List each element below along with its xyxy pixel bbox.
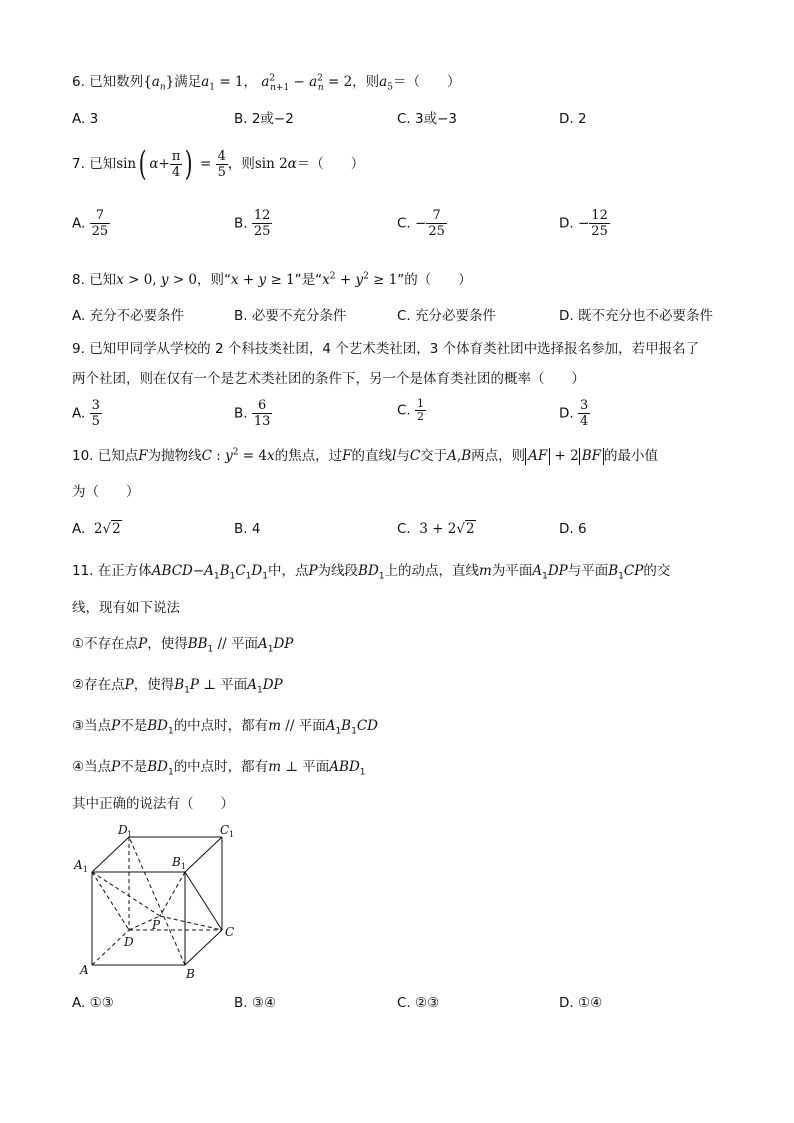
- statement-3: ③当点P不是$BD_1$的中点时，都有m // 平面$A_1B_1CD$: [72, 718, 378, 737]
- q9-option-d[interactable]: D. $\frac{3}{4}$: [559, 398, 589, 429]
- q6-target: $a_5$: [379, 74, 393, 93]
- q11-option-d[interactable]: D. ①④: [559, 995, 603, 1011]
- q7-text-pre: 已知: [89, 156, 117, 172]
- svg-text:C: C: [220, 823, 230, 837]
- q11-option-a[interactable]: A. ①③: [72, 995, 114, 1011]
- q8-q: $x^2 + y^2 \ge 1$: [322, 271, 398, 288]
- q10-option-c[interactable]: C. 3 + 2√2: [397, 521, 475, 537]
- q8-number: 8.: [72, 272, 85, 288]
- svg-text:1: 1: [229, 830, 235, 839]
- svg-text:B: B: [186, 967, 195, 981]
- svg-text:P: P: [152, 918, 161, 932]
- segment-a1-d: [92, 872, 129, 930]
- q8-cond: x > 0, y > 0: [116, 272, 198, 288]
- segment-p-c: [160, 916, 222, 930]
- q11-option-b[interactable]: B. ③④: [234, 995, 277, 1011]
- svg-text:1: 1: [127, 830, 133, 839]
- question-10-line-1: 10. 已知点F为抛物线C : $y^2 = 4x$的焦点，过F的直线l与C交于A,B两点，则 AF + 2 BF 的最小值: [72, 447, 659, 464]
- question-7: 7. 已知sin( α+ $\frac{\pi}{4}$ ) = $\frac{4}{5}$ ，则sin 2α＝（ ）: [72, 144, 365, 184]
- q7-sin: sin: [116, 156, 137, 172]
- q9-option-c[interactable]: C. $\frac{1}{2}$: [397, 397, 425, 423]
- question-9-line-2: 两个社团，则在仅有一个是艺术类社团的条件下，另一个是体育类社团的概率（ ）: [72, 371, 585, 387]
- q10-option-a[interactable]: A. 2√2: [72, 521, 121, 537]
- q8-option-c[interactable]: C. 充分必要条件: [397, 308, 497, 324]
- q6-option-a[interactable]: A. 3: [72, 111, 99, 127]
- svg-text:1: 1: [83, 865, 89, 874]
- q7-text-post: ，则: [227, 156, 255, 172]
- svg-text:A: A: [80, 963, 89, 977]
- q7-option-c[interactable]: C. − $\frac{7}{25}$: [397, 208, 445, 239]
- q7-option-d[interactable]: D. − $\frac{12}{25}$: [559, 208, 608, 239]
- statement-2: ②存在点P，使得$B_1P$ ⊥ 平面$A_1DP$: [72, 677, 283, 696]
- q7-target: sin 2α: [254, 156, 297, 172]
- question-10-line-2: 为（ ）: [72, 484, 140, 500]
- question-11-line-2: 线，现有如下说法: [72, 600, 180, 616]
- question-11-line-1: 11. 在正方体$ABCD-A_1B_1C_1D_1$中，点P为线段$BD_1$上的动点，直线m为平面$A_1DP$与平面$B_1CP$的交: [72, 563, 671, 582]
- edge-b1-c: [185, 872, 222, 930]
- segment-a1-p: [92, 872, 160, 916]
- q6-option-b[interactable]: B. 2或−2: [234, 111, 294, 127]
- svg-text:A: A: [74, 858, 83, 872]
- q8-p: x + y ≥ 1: [231, 272, 295, 288]
- q10-parabola: C : $y^2 = 4x$: [201, 447, 275, 464]
- svg-text:C: C: [225, 925, 235, 939]
- q7-rhs-fraction: $\frac{4}{5}$: [217, 148, 226, 180]
- statement-4: ④当点P不是$BD_1$的中点时，都有m ⊥ 平面$ABD_1$: [72, 759, 366, 778]
- q7-option-b[interactable]: B. $\frac{12}{25}$: [234, 208, 271, 239]
- cube-diagram: [72, 822, 252, 982]
- q6-text-post: ，则: [352, 74, 380, 90]
- q10-option-d[interactable]: D. 6: [559, 521, 587, 537]
- q9-option-b[interactable]: B. $\frac{6}{13}$: [234, 398, 271, 429]
- q6-text-mid1: 满足: [174, 74, 202, 90]
- q7-number: 7.: [72, 156, 85, 172]
- edge-b1-c1: [185, 837, 222, 872]
- q6-cond2: $a^2_{n+1} - a^2_n = 2$: [261, 73, 353, 93]
- q10-number: 10.: [72, 448, 94, 464]
- q6-text-tail: ＝（ ）: [392, 74, 461, 90]
- q8-option-a[interactable]: A. 充分不必要条件: [72, 308, 185, 324]
- q11-number: 11.: [72, 563, 94, 579]
- q6-seq: $\{a_n\}$: [143, 74, 175, 93]
- q10-option-b[interactable]: B. 4: [234, 521, 261, 537]
- q6-text-pre: 已知数列: [89, 74, 144, 90]
- q8-text-mid2: ”是“: [294, 272, 323, 288]
- q11-option-c[interactable]: C. ②③: [397, 995, 440, 1011]
- q7-pi-over-4: $\frac{\pi}{4}$: [171, 148, 181, 180]
- edge-b-c: [185, 930, 222, 965]
- segment-b1-p: [160, 872, 185, 916]
- q8-text-tail: ”的（ ）: [397, 272, 472, 288]
- q8-text-pre: 已知: [89, 272, 117, 288]
- q9-number: 9.: [72, 341, 85, 357]
- question-6: [72, 72, 460, 92]
- q8-option-b[interactable]: B. 必要不充分条件: [234, 308, 347, 324]
- q6-text-mid2: ，: [243, 74, 258, 90]
- svg-text:1: 1: [181, 862, 187, 871]
- statement-1: ①不存在点P，使得$BB_1$ // 平面$A_1DP$: [72, 636, 294, 655]
- svg-text:B: B: [172, 855, 181, 869]
- q8-option-d[interactable]: D. 既不充分也不必要条件: [559, 308, 713, 324]
- question-9-line-1: [72, 339, 699, 359]
- edge-a1-d1: [92, 837, 129, 872]
- q6-cond1: $a_1 = 1$: [201, 74, 244, 93]
- q10-expression: AF + 2 BF: [525, 448, 604, 464]
- question-8: [72, 270, 472, 290]
- q11-question: 其中正确的说法有（ ）: [72, 796, 234, 812]
- q6-number: 6.: [72, 74, 85, 90]
- q6-option-d[interactable]: D. 2: [559, 111, 587, 127]
- q7-option-a[interactable]: A. $\frac{7}{25}$: [72, 208, 109, 239]
- q9-option-a[interactable]: A. $\frac{3}{5}$: [72, 398, 100, 429]
- q7-text-tail: ＝（ ）: [296, 156, 365, 172]
- svg-text:D: D: [118, 823, 128, 837]
- svg-text:D: D: [124, 935, 134, 949]
- q9-text-1: 已知甲同学从学校的 2 个科技类社团，4 个艺术类社团，3 个体育类社团中选择报名参加，若甲报名了: [89, 341, 700, 357]
- q8-text-mid1: ，则“: [197, 272, 232, 288]
- q6-option-c[interactable]: C. 3或−3: [397, 111, 457, 127]
